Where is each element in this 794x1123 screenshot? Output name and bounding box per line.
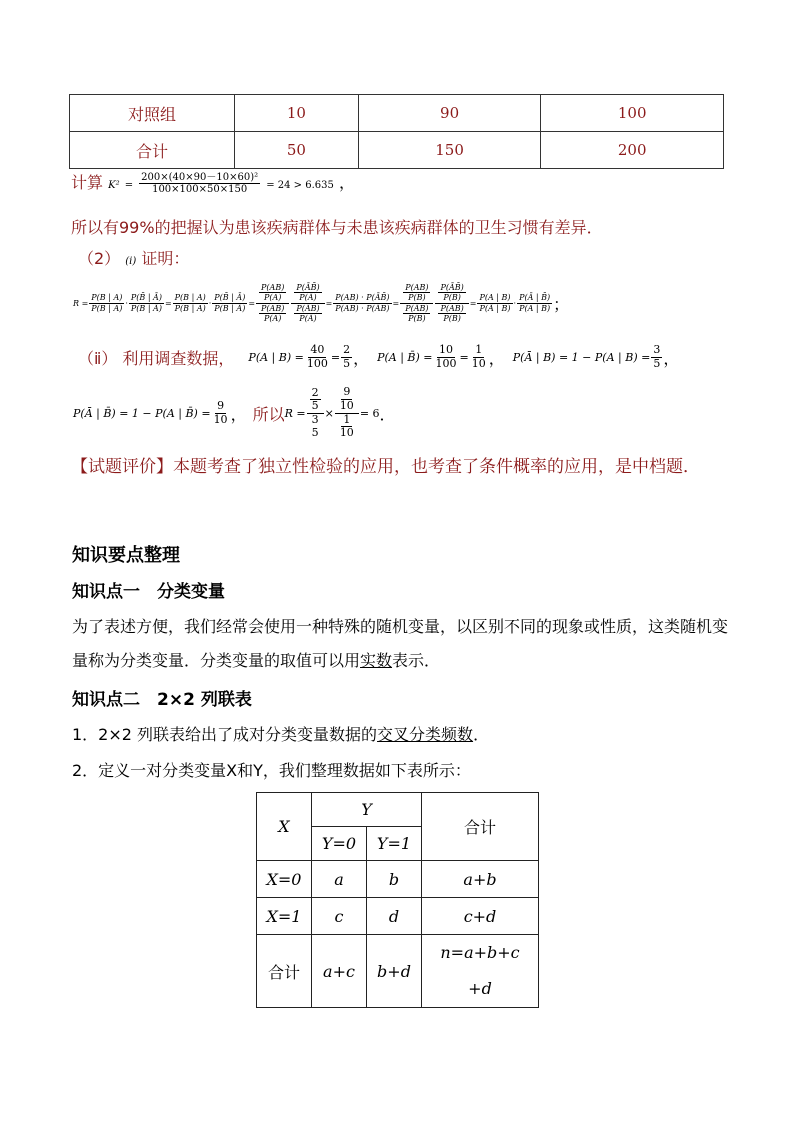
table-row: X=1 c d c+d [257, 898, 539, 935]
contingency-table [256, 792, 539, 1008]
calc-prefix: 计算 [71, 173, 104, 192]
top-table [69, 94, 724, 169]
kp1-text: 为了表述方便，我们经常会使用一种特殊的随机变量，以区别不同的现象或性质，这类随机变量称为分类变量．分类变量的取值可以用实数表示． [72, 617, 729, 670]
table-row: Y=0 Y=1 [257, 827, 539, 861]
kp2-underlined: 交叉分类频数 [377, 725, 474, 744]
part2-heading: （2） (i) 证明： [78, 249, 190, 268]
evaluation-text: 【试题评价】本题考查了独立性检验的应用，也考查了条件概率的应用，是中档题． [71, 457, 700, 477]
k2-calculation: 计算 K² = $\frac{\text{200×(40×90－10×60)²}}{100\times 100\times 50\times 150}$ = 24 > 6.635 ， [71, 171, 355, 195]
k2-fraction: $\frac{\text{200×(40×90－10×60)²}}{100\times 100\times 50\times 150}$ [141, 171, 259, 195]
kp1-title: 知识点一 分类变量 [72, 582, 225, 602]
cell: 50 [235, 132, 359, 169]
row-label: 合计 [70, 132, 235, 169]
section-title: 知识要点整理 [72, 545, 180, 566]
kp1-underlined: 实数 [360, 651, 393, 670]
table-row: X=0 a b a+b [257, 861, 539, 898]
conclusion-text: 所以有99%的把握认为患该疾病群体与未患该疾病群体的卫生习惯有差异． [71, 218, 603, 237]
r-formula: R = $\frac{P(B | A)}{P(B̄ | A)}$ · $\frac{P(B̄ | Ā)}{P(B | Ā)}$ = $\frac{P(B | A)}{P(B̄ | A)}$ · $\frac{P(B̄ | Ā)}{P(B | Ā)}$ = $\frac{\frac{P(AB)}{P(A)}}{\frac{P(AB̄)}{P(A)}}$ $\frac{\frac{P(ĀB̄)}{P(Ā)}}{\frac{P(ĀB)}{P(Ā)}}$ = $\frac{P(AB) \cdot P(ĀB̄)}{P(AB̄) \cdot P(ĀB)}$ = $\frac{\frac{P(AB)}{P(B)}}{\frac{P(ĀB)}{P(B)}}$ $\frac{\frac{P(ĀB̄)}{P(B̄)}}{\frac{P(AB̄)}{P(B̄)}}$ = $\frac{P(A | B)}{P(Ā | B)}$ · $\frac{P(Ā | B̄)}{P(A | B̄)}$ ； [73, 283, 570, 323]
cell: 90 [358, 95, 541, 132]
cell: 10 [235, 95, 359, 132]
cell: 150 [358, 132, 541, 169]
table-row: X Y 合计 [257, 793, 539, 827]
table-row: 合计 a+c b+d n=a+b+c +d [257, 935, 539, 1008]
kp2-title: 知识点二 2×2 列联表 [72, 690, 252, 710]
cell: 200 [541, 132, 724, 169]
k2-symbol: K² [108, 180, 120, 191]
part-ii-line1: （ⅱ） 利用调查数据， P(A | B) = $\frac{40}{100}$ = $\frac{2}{5}$ ， P(A | B̄) = $\frac{10}{100}$ = $\frac{1}{10}$ ， P(Ā | B) = 1 − P(A | B) = $\frac{3}{5}$ ， [78, 342, 680, 370]
part-ii-line2: P(Ā | B̄) = 1 − P(A | B̄) = $\frac{9}{10}$ ， 所以 R = $\frac{2}{5}$ 3 5 × $\frac{\frac{9}{10}}{\frac{1}{10}}$ = 6 ． [73, 385, 396, 440]
kp2-item1: 1．2×2 列联表给出了成对分类变量数据的交叉分类频数． [72, 725, 490, 744]
table-row [70, 95, 724, 132]
kp2-item2: 2．定义一对分类变量X和Y，我们整理数据如下表所示： [72, 761, 471, 780]
cell: 100 [541, 95, 724, 132]
row-label: 对照组 [70, 95, 235, 132]
table-row [70, 132, 724, 169]
k2-result: = 24 > 6.635 [266, 180, 334, 191]
r-final-fraction: $\frac{2}{5}$ 3 5 [307, 387, 324, 440]
